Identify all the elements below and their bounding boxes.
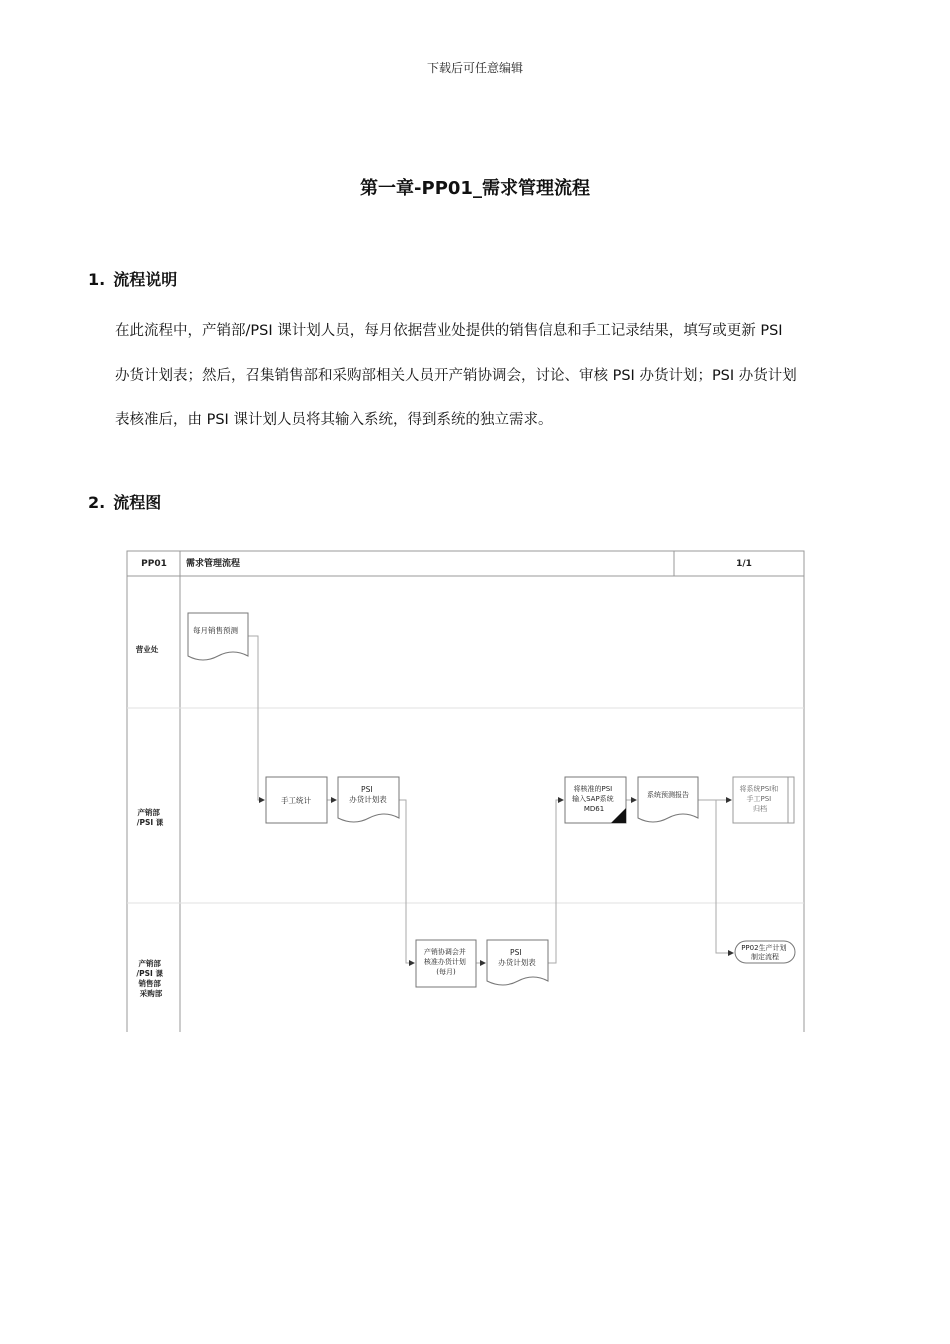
svg-text:将核准的PSI 输入SAP系统 MD: 将核准的PSI 输入SAP系统 MD61 (572, 785, 614, 813)
section-title: 流程说明 (113, 270, 178, 289)
node-manual-stats (266, 777, 327, 823)
svg-text:PSI 办货计划表: PSI 办货计划表 (498, 948, 536, 967)
svg-text:产销协调会并 核准办货计划 (每月): 产销协调会并 核准办货计划 (每月) (423, 948, 466, 976)
flowchart-page: 1/1 (736, 559, 752, 569)
section-number: 1. (88, 270, 106, 289)
chapter-title: 第一章-PP01_需求管理流程 (360, 178, 590, 199)
node-pp02 (735, 941, 795, 963)
svg-text:系统预测报告: 系统预测报告 (647, 791, 689, 799)
svg-text:每月销售预测: 每月销售预测 (193, 626, 238, 635)
node-system-report (638, 777, 698, 822)
flowchart-name: 需求管理流程 (186, 559, 241, 569)
svg-text:手工统计: 手工统计 (281, 796, 311, 805)
svg-text:PSI 办货计划表: PSI 办货计划表 (349, 785, 387, 804)
paragraph-line: 表核准后，由 PSI 课计划人员将其输入系统，得到系统的独立需求。 (115, 412, 553, 428)
flowchart-code: PP01 (141, 559, 167, 569)
node-psi-plan-1 (338, 777, 399, 822)
paragraph-line: 办货计划表；然后，召集销售部和采购部相关人员开产销协调会，讨论、审核 PSI 办货计划；PSI 办货计划 (115, 368, 797, 384)
node-monthly-forecast (188, 613, 248, 660)
svg-text:将系统PSI和 手工PSI 归档: 将系统PSI和 手工PSI 归档 (739, 785, 779, 813)
node-archive (733, 777, 794, 823)
section-title: 流程图 (113, 493, 162, 512)
lane-label: 营业处 (135, 645, 159, 654)
svg-text:PP02生产计划 制定流程: PP02生产计划 制定流程 (741, 944, 787, 961)
paragraph-line: 在此流程中，产销部/PSI 课计划人员，每月依据营业处提供的销售信息和手工记录结果，填写或更新 PSI (115, 323, 783, 339)
node-coord-meeting (416, 940, 476, 987)
section-number: 2. (88, 493, 106, 512)
lane-label: 产销部 /PSI 课 (136, 808, 164, 827)
header-note: 下载后可任意编辑 (426, 61, 523, 75)
node-input-sap (565, 777, 626, 823)
node-psi-plan-2 (487, 940, 548, 985)
lane-label: 产销部 /PSI 课 销售部 采购部 (136, 959, 163, 998)
